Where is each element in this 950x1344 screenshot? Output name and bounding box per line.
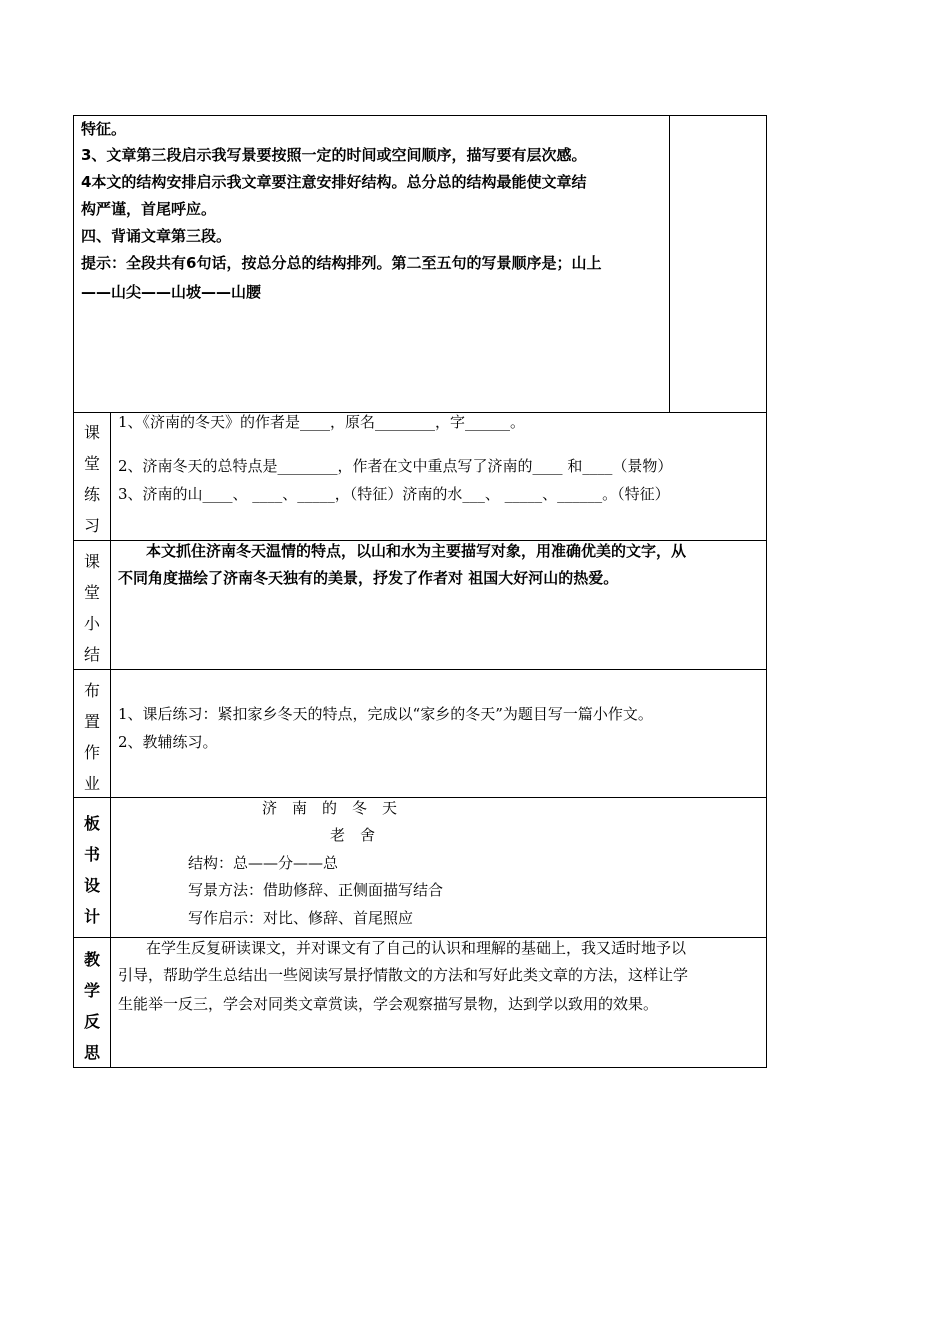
practice-question: 2、济南冬天的总特点是________，作者在文中重点写了济南的____ 和____（景物） (118, 457, 673, 475)
top-line: 4本文的结构安排启示我文章要注意安排好结构。总分总的结构最能使文章结 (81, 173, 587, 191)
label-char: 结 (83, 645, 100, 664)
top-line: ——山尖——山坡——山腰 (81, 283, 262, 301)
homework-item: 2、教辅练习。 (118, 733, 218, 751)
practice-label (74, 417, 110, 541)
label-char: 堂 (83, 583, 100, 602)
label-char: 置 (83, 712, 100, 731)
summary-label (74, 546, 110, 670)
top-line: 构严谨，首尾呼应。 (81, 200, 217, 218)
top-line: 提示：全段共有6句话，按总分总的结构排列。第二至五句的写景顺序是；山上 (81, 254, 602, 272)
label-char: 堂 (83, 454, 100, 473)
board-author: 老 舍 (330, 826, 376, 844)
label-char: 教 (83, 950, 100, 969)
label-char: 板 (83, 814, 100, 833)
reflection-label (74, 944, 110, 1068)
label-char: 学 (83, 981, 100, 1000)
row-divider (73, 669, 767, 670)
reflection-line: 引导，帮助学生总结出一些阅读写景抒情散文的方法和写好此类文章的方法，这样让学 (118, 966, 689, 984)
board-line: 结构：总——分——总 (188, 854, 339, 872)
board-label (74, 808, 110, 932)
label-char: 作 (83, 743, 100, 762)
homework-item: 1、课后练习：紧扣家乡冬天的特点，完成以“家乡的冬天”为题目写一篇小作文。 (118, 705, 653, 723)
label-char: 反 (83, 1012, 100, 1031)
label-char: 课 (83, 552, 100, 571)
top-line: 四、背诵文章第三段。 (81, 227, 232, 245)
top-right-column-divider (669, 115, 670, 412)
label-char: 计 (83, 907, 100, 926)
practice-question: 3、济南的山____、 ____、_____，（特征）济南的水___、 _____、______。（特征） (118, 485, 670, 503)
label-char: 课 (83, 423, 100, 442)
label-char: 练 (83, 485, 100, 504)
board-line: 写作启示：对比、修辞、首尾照应 (188, 909, 414, 927)
homework-label (74, 675, 110, 799)
label-char: 布 (83, 681, 100, 700)
label-char: 思 (83, 1043, 100, 1062)
label-char: 小 (83, 614, 100, 633)
row-divider (73, 797, 767, 798)
top-line: 特征。 (81, 120, 127, 138)
reflection-line: 在学生反复研读课文，并对课文有了自己的认识和理解的基础上，我又适时地予以 (146, 939, 687, 957)
label-column-divider (110, 412, 111, 1068)
summary-line: 本文抓住济南冬天温情的特点，以山和水为主要描写对象，用准确优美的文字，从 (146, 542, 687, 560)
practice-question: 1、《济南的冬天》的作者是____，原名________，字______。 (118, 413, 526, 431)
board-line: 写景方法：借助修辞、正侧面描写结合 (188, 881, 444, 899)
summary-line: 不同角度描绘了济南冬天独有的美景，抒发了作者对 祖国大好河山的热爱。 (118, 569, 619, 587)
reflection-line: 生能举一反三，学会对同类文章赏读，学会观察描写景物，达到学以致用的效果。 (118, 995, 659, 1013)
top-line: 3、文章第三段启示我写景要按照一定的时间或空间顺序，描写要有层次感。 (81, 146, 587, 164)
label-char: 书 (83, 845, 100, 864)
label-char: 习 (83, 516, 100, 535)
label-char: 业 (83, 774, 100, 793)
label-char: 设 (83, 876, 100, 895)
board-title: 济 南 的 冬 天 (262, 799, 398, 817)
